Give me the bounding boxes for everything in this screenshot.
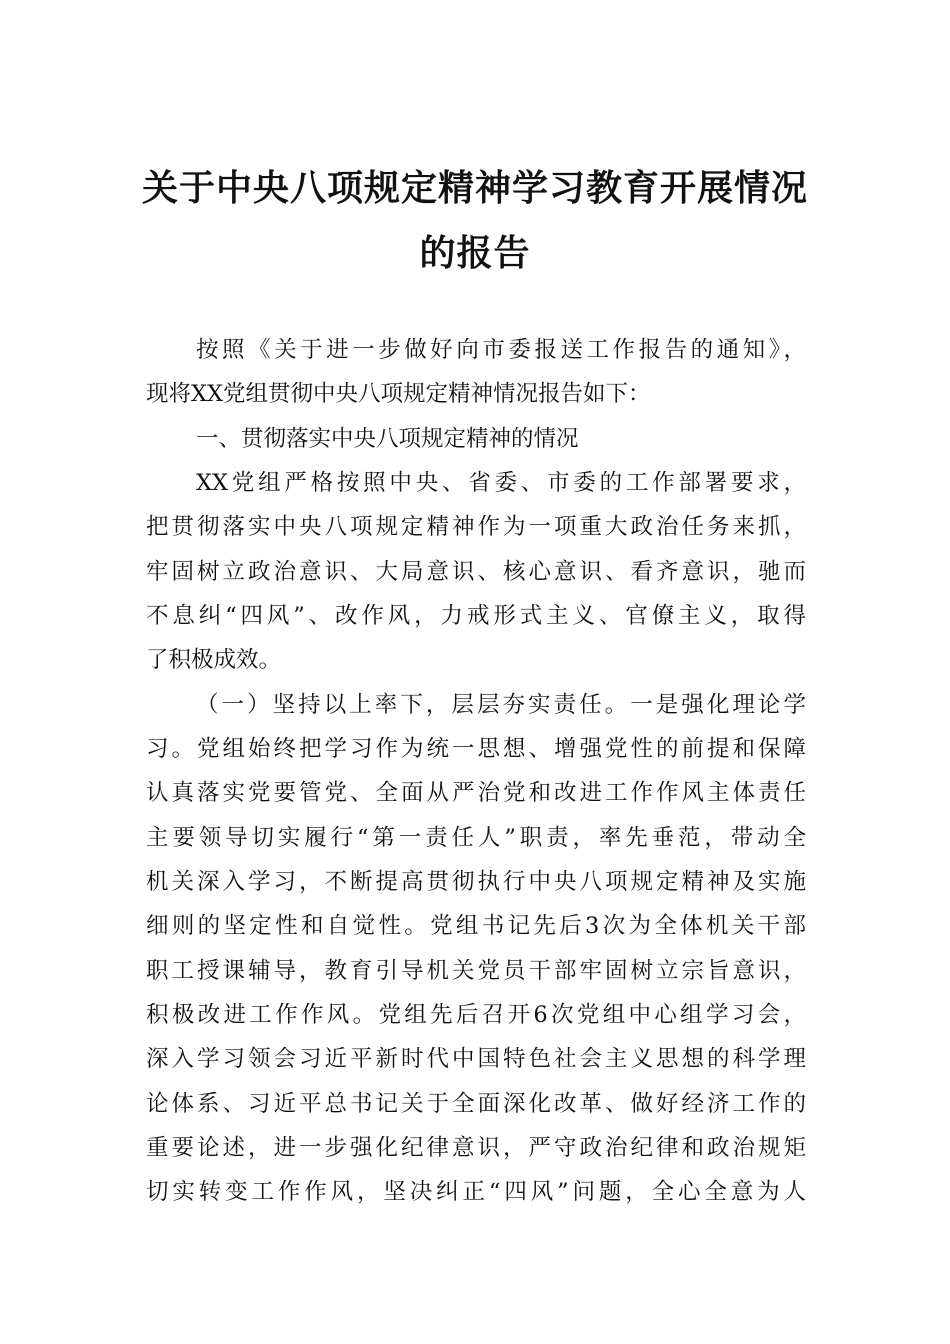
para2-line-4: 主要领导切实履行“第一责任人”职责，率先垂范，带动全 xyxy=(146,825,806,851)
para2-line-12: 切实转变工作作风，坚决纠正“四风”问题，全心全意为人 xyxy=(146,1179,806,1205)
para1-line-4: 不息纠“四风”、改作风，力戒形式主义、官僚主义，取得 xyxy=(146,603,806,629)
para1-line-5: 了积极成效。 xyxy=(146,647,282,673)
para1-line-2: 把贯彻落实中央八项规定精神作为一项重大政治任务来抓， xyxy=(146,514,806,540)
document-title-line-1: 关于中央八项规定精神学习教育开展情况 xyxy=(141,168,808,209)
para2-line-6: 细则的坚定性和自觉性。党组书记先后3次为全体机关干部 xyxy=(146,913,806,939)
para2-lead-rest: 一是强化理论学 xyxy=(630,692,806,718)
para2-line-1 xyxy=(196,690,806,720)
intro-line-1: 按照《关于进一步做好向市委报送工作报告的通知》， xyxy=(196,337,806,363)
para2-line-5: 机关深入学习，不断提高贯彻执行中央八项规定精神及实施 xyxy=(146,869,806,895)
para2-line-3: 认真落实党要管党、全面从严治党和改进工作作风主体责任 xyxy=(146,780,806,806)
para2-lead-heading: （一）坚持以上率下，层层夯实责任。 xyxy=(196,692,631,718)
para2-line-9: 深入学习领会习近平新时代中国特色社会主义思想的科学理 xyxy=(146,1046,806,1072)
para2-line-10: 论体系、习近平总书记关于全面深化改革、做好经济工作的 xyxy=(146,1091,806,1117)
document-title-line-2: 的报告 xyxy=(419,233,531,274)
para1-line-3: 牢固树立政治意识、大局意识、核心意识、看齐意识，驰而 xyxy=(146,559,806,585)
section-1-heading: 一、贯彻落实中央八项规定精神的情况 xyxy=(196,426,579,452)
intro-line-2: 现将XX党组贯彻中央八项规定精神情况报告如下： xyxy=(146,381,651,407)
para2-line-11: 重要论述，进一步强化纪律意识，严守政治纪律和政治规矩 xyxy=(146,1135,806,1161)
para2-line-7: 职工授课辅导，教育引导机关党员干部牢固树立宗旨意识， xyxy=(146,958,806,984)
para2-line-2: 习。党组始终把学习作为统一思想、增强党性的前提和保障 xyxy=(146,736,806,762)
para2-line-8: 积极改进工作作风。党组先后召开6次党组中心组学习会， xyxy=(146,1002,806,1028)
para1-line-1: XX党组严格按照中央、省委、市委的工作部署要求， xyxy=(196,470,806,496)
